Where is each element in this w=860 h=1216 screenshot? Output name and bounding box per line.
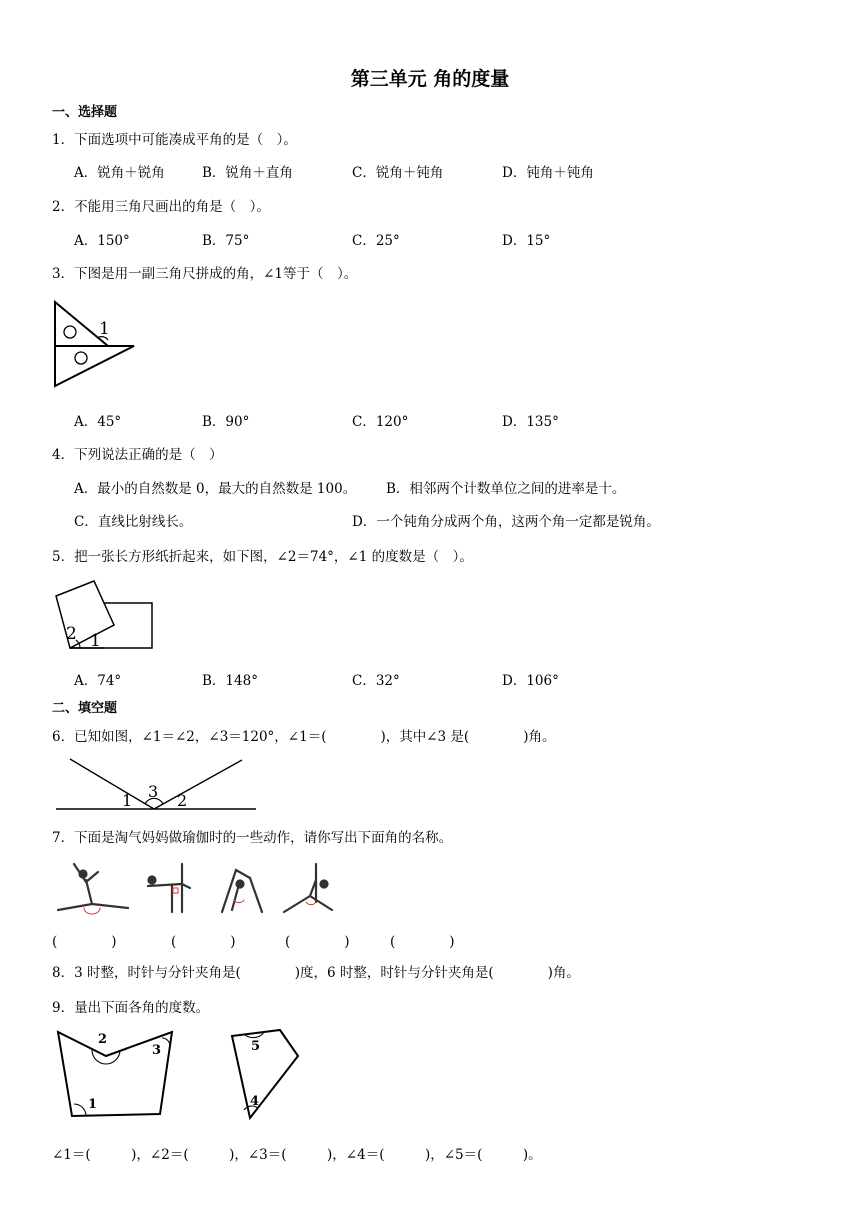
q7-blank-1[interactable]: ( ) [52,934,117,950]
q7-blank-4[interactable]: ( ) [390,934,455,950]
q3-option-c: C．120° [352,414,409,430]
q9-answer-line[interactable]: ∠1＝( )，∠2＝( )，∠3＝( )，∠4＝( )，∠5＝( )。 [52,1147,542,1163]
q3-option-d: D．135° [502,414,559,430]
question-1-text: 1．下面选项中可能凑成平角的是（ ）。 [52,132,297,148]
q6-angle-label-2: 2 [177,791,188,810]
q5-angle-label-1: 1 [90,631,101,651]
yoga-pose-1 [58,864,128,914]
yoga-pose-2 [148,864,190,912]
question-4-text: 4．下列说法正确的是（ ） [52,447,223,463]
q4-option-d: D．一个钝角分成两个角，这两个角一定都是锐角。 [352,514,660,530]
q9-angle-label-1: 1 [88,1097,98,1112]
q3-triangle-figure [50,298,140,390]
question-6-text: 6．已知如图，∠1＝∠2，∠3＝120°，∠1＝( )，其中∠3 是( )角。 [52,729,556,745]
q5-option-d: D．106° [502,673,559,689]
q6-angle-label-3: 3 [148,782,159,801]
q3-option-a: A．45° [74,414,122,430]
yoga-pose-4 [284,864,332,912]
page-title: 第三单元 角的度量 [350,68,510,90]
q3-option-b: B．90° [202,414,250,430]
q9-angle-label-3: 3 [152,1043,162,1058]
q7-blank-3[interactable]: ( ) [285,934,350,950]
q5-option-b: B．148° [202,673,258,689]
q5-option-c: C．32° [352,673,400,689]
q1-option-c: C．锐角＋钝角 [352,165,444,181]
q6-angle-label-1: 1 [122,791,133,810]
q9-polygons-figure [54,1026,304,1124]
q9-angle-label-5: 5 [251,1039,261,1054]
question-9-text: 9．量出下面各角的度数。 [52,1000,210,1016]
q2-option-a: A．150° [74,233,130,249]
q4-option-a: A．最小的自然数是 0，最大的自然数是 100。 [74,481,357,497]
yoga-pose-3 [222,870,262,912]
question-7-text: 7．下面是淘气妈妈做瑜伽时的一些动作，请你写出下面角的名称。 [52,830,453,846]
q2-option-c: C．25° [352,233,400,249]
q5-folded-paper-figure [50,578,160,652]
q9-angle-label-4: 4 [250,1094,260,1109]
q3-angle-label-1: 1 [99,319,110,339]
q2-option-d: D．15° [502,233,551,249]
q5-option-a: A．74° [74,673,122,689]
section-heading-choice: 一、选择题 [52,105,118,120]
q4-option-b: B．相邻两个计数单位之间的进率是十。 [386,481,626,497]
section-heading-fill: 二、填空题 [52,701,118,716]
question-2-text: 2．不能用三角尺画出的角是（ ）。 [52,199,270,215]
q9-angle-label-2: 2 [98,1032,108,1047]
q5-angle-label-2: 2 [66,624,77,644]
q1-option-d: D．钝角＋钝角 [502,165,594,181]
q7-blank-2[interactable]: ( ) [171,934,236,950]
q4-option-c: C．直线比射线长。 [74,514,193,530]
question-5-text: 5．把一张长方形纸折起来，如下图，∠2＝74°，∠1 的度数是（ ）。 [52,549,473,565]
question-3-text: 3．下图是用一副三角尺拼成的角，∠1等于（ ）。 [52,266,358,282]
q1-option-a: A．锐角＋锐角 [74,165,165,181]
q7-yoga-poses-figure [54,858,344,916]
question-8-text: 8．3 时整，时针与分针夹角是( )度，6 时整，时针与分针夹角是( )角。 [52,965,580,981]
q2-option-b: B．75° [202,233,250,249]
q1-option-b: B．锐角＋直角 [202,165,293,181]
q6-angles-figure [50,754,262,814]
